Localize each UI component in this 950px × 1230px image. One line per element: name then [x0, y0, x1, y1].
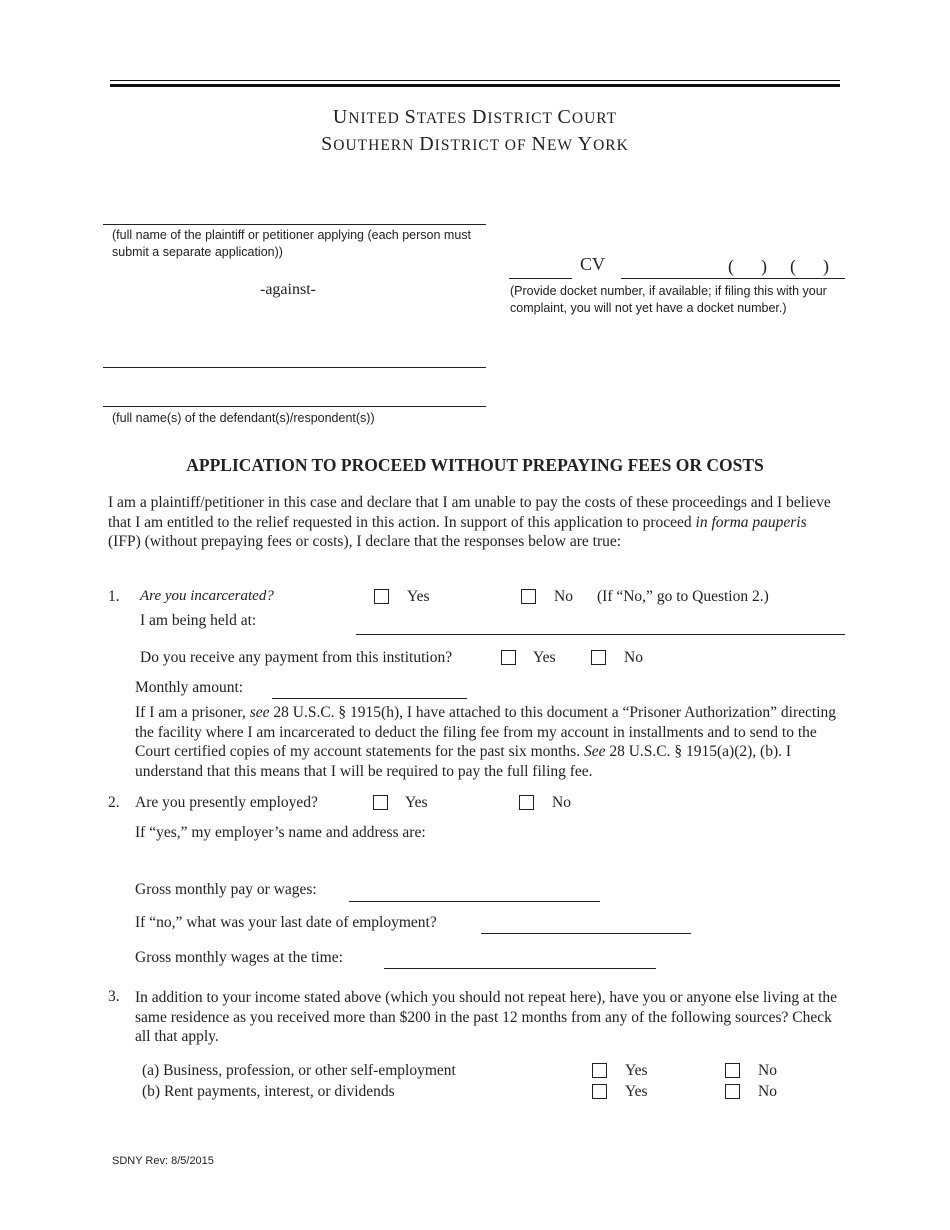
q2-gross-pay-field[interactable]: [349, 901, 600, 902]
q2-yes-label: Yes: [405, 794, 428, 811]
q1-no-label: No: [554, 588, 573, 605]
q2-last-date-field[interactable]: [481, 933, 691, 934]
docket-note: (Provide docket number, if available; if filing this with your complaint, you will not yet have a docket number.): [510, 284, 827, 315]
q3-item-b-no-checkbox[interactable]: [725, 1084, 740, 1099]
q3-item-a-yes-label: Yes: [625, 1062, 648, 1079]
q2-gross-pay-label: Gross monthly pay or wages:: [135, 881, 317, 898]
intro-paragraph: I am a plaintiff/petitioner in this case and declare that I am unable to pay the costs of these proceedings and I believe that I am entitled to the relief requested in this action. In support of this application to proceed in forma pauperis (IFP) (without prepaying fees or costs), I declare that the responses below are true:: [108, 494, 831, 550]
q3-item-b-label: (b) Rent payments, interest, or dividends: [142, 1083, 395, 1100]
q3-item-a-no-label: No: [758, 1062, 777, 1079]
court-district: SOUTHERN DISTRICT OF NEW YORK: [321, 133, 629, 155]
q3-item-b-yes-label: Yes: [625, 1083, 648, 1100]
q2-question: Are you presently employed?: [135, 794, 318, 811]
q1-monthly-amount-label: Monthly amount:: [135, 679, 244, 696]
q3-item-a-no-checkbox[interactable]: [725, 1063, 740, 1078]
court-name: UNITED STATES DISTRICT COURT: [332, 106, 618, 128]
q2-yes-checkbox[interactable]: [373, 795, 388, 810]
against-label: -against-: [260, 281, 316, 298]
defendant-note: (full name(s) of the defendant(s)/respondent(s)): [112, 411, 375, 425]
docket-number-field[interactable]: [621, 278, 845, 279]
q2-gross-at-time-label: Gross monthly wages at the time:: [135, 949, 343, 966]
q3-item-b-yes-checkbox[interactable]: [592, 1084, 607, 1099]
q1-number: 1.: [108, 588, 120, 605]
q1-prisoner-paragraph: If I am a prisoner, see 28 U.S.C. § 1915(h), I have attached to this document a “Prisoner Authorization” directing the facility where I am incarcerated to deduct the filing fee from my account in installments and to send to the Court certified copies of my account statements for the past six months. See 28 U.S.C. § 1915(a)(2), (b). I understand that this means that I will be required to pay the full filing fee.: [135, 704, 837, 780]
cv-label: CV: [580, 254, 606, 274]
q1-no-note: (If “No,” go to Question 2.): [597, 588, 769, 605]
q1-held-at-label: I am being held at:: [140, 612, 257, 629]
plaintiff-note: (full name of the plaintiff or petitioner applying (each person must submit a separate application)): [112, 228, 471, 259]
q3-item-b-no-label: No: [758, 1083, 777, 1100]
q2-gross-at-time-field[interactable]: [384, 968, 656, 969]
q2-no-checkbox[interactable]: [519, 795, 534, 810]
defendant-name-field-1[interactable]: [103, 367, 486, 368]
docket-year-field[interactable]: [509, 278, 572, 279]
q1-payment-no-label: No: [624, 649, 643, 666]
q1-yes-checkbox[interactable]: [374, 589, 389, 604]
q1-payment-yes-checkbox[interactable]: [501, 650, 516, 665]
q1-payment-no-checkbox[interactable]: [591, 650, 606, 665]
q1-question: Are you incarcerated?: [140, 588, 274, 604]
q3-item-a-label: (a) Business, profession, or other self-employment: [142, 1062, 456, 1079]
defendant-name-field-2[interactable]: [103, 406, 486, 407]
q2-last-date-label: If “no,” what was your last date of employment?: [135, 914, 437, 931]
q1-payment-yes-label: Yes: [533, 649, 556, 666]
revision-footer: SDNY Rev: 8/5/2015: [112, 1155, 214, 1167]
judge-initials-1[interactable]: ( ): [728, 256, 767, 276]
q1-no-checkbox[interactable]: [521, 589, 536, 604]
form-title: APPLICATION TO PROCEED WITHOUT PREPAYING FEES OR COSTS: [186, 455, 764, 475]
top-rule-thick: [110, 84, 840, 87]
q2-employer-label: If “yes,” my employer’s name and address are:: [135, 824, 426, 841]
q3-number: 3.: [108, 988, 120, 1005]
q3-question: In addition to your income stated above (which you should not repeat here), have you or anyone else living at the same residence as you received more than $200 in the past 12 months from any of the following sources? Check all that apply.: [135, 989, 838, 1045]
q1-monthly-amount-field[interactable]: [272, 698, 467, 699]
q1-payment-question: Do you receive any payment from this institution?: [140, 649, 453, 666]
q2-number: 2.: [108, 794, 120, 811]
q1-yes-label: Yes: [407, 588, 430, 605]
q1-held-at-field[interactable]: [356, 634, 845, 635]
q3-item-a-yes-checkbox[interactable]: [592, 1063, 607, 1078]
top-rule-thin: [110, 80, 840, 81]
q2-no-label: No: [552, 794, 571, 811]
plaintiff-name-field[interactable]: [103, 224, 486, 225]
judge-initials-2[interactable]: ( ): [790, 256, 829, 276]
